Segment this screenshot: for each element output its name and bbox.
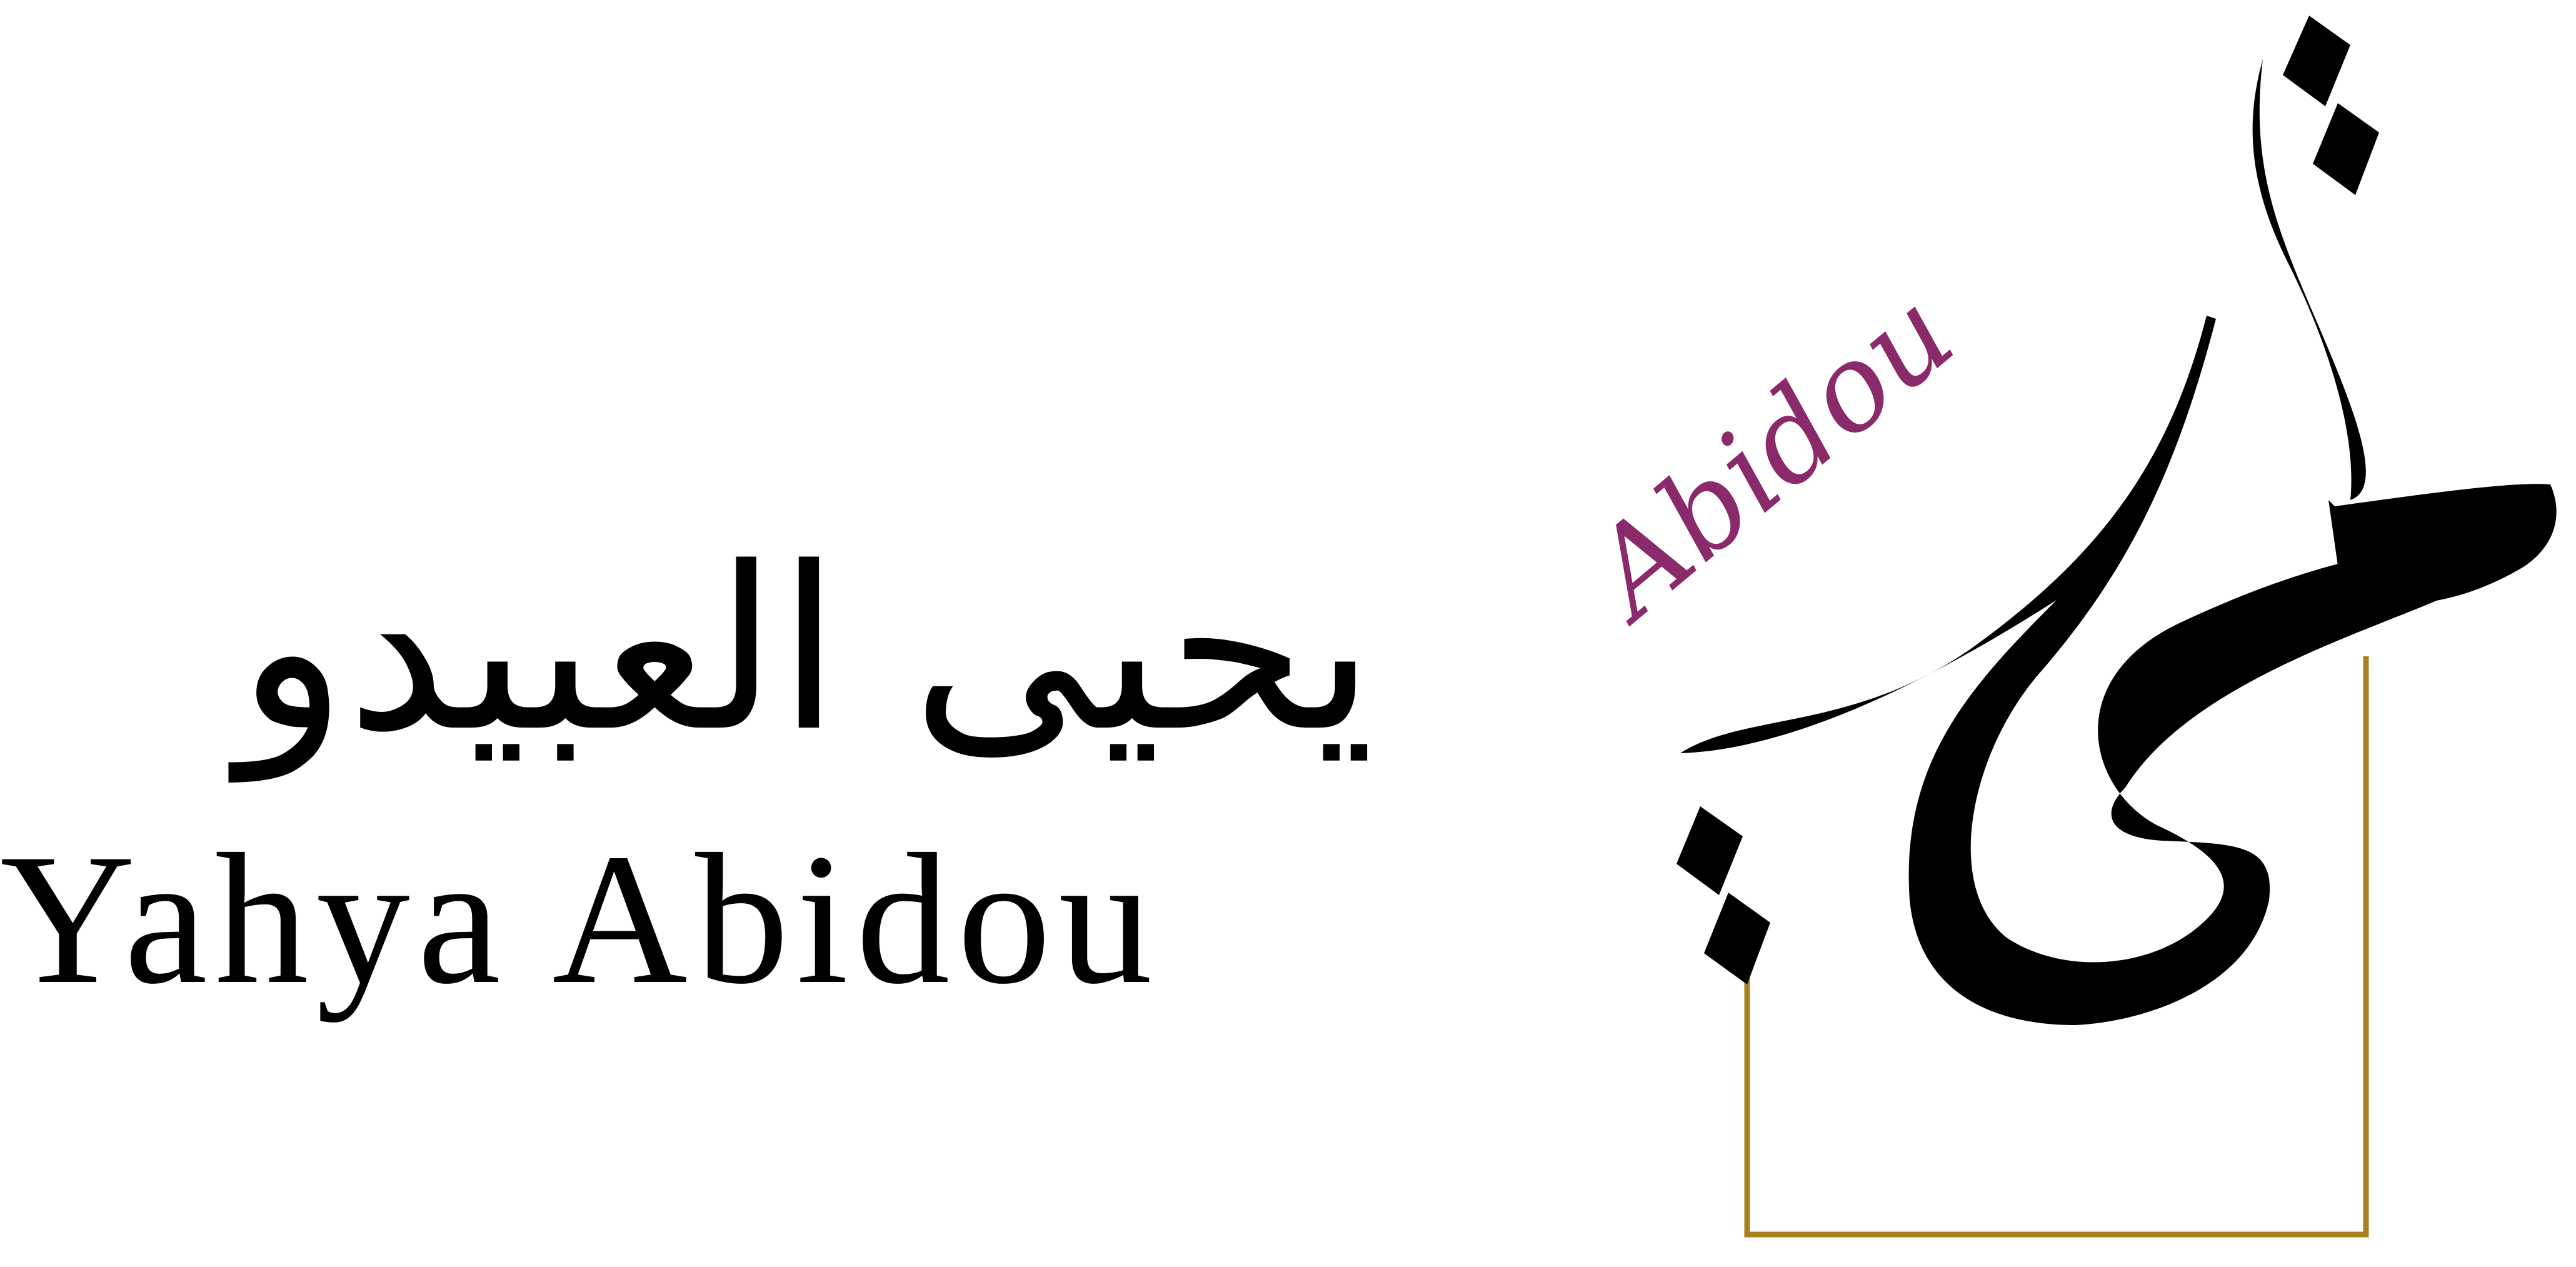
latin-name-text: Yahya Abidou [0,815,1160,1023]
calligraphy-dot-top-1 [2283,16,2350,106]
arabic-name-text: يحيى العبيدو [238,519,1375,781]
accent-script-text: Abidou [1565,264,1979,643]
calligraphy-dot-top-2 [2313,103,2379,195]
gold-frame [1747,656,2366,1234]
calligraphy-dot-low-1 [1676,806,1743,895]
calligraphy-dot-low-2 [1704,893,1770,984]
